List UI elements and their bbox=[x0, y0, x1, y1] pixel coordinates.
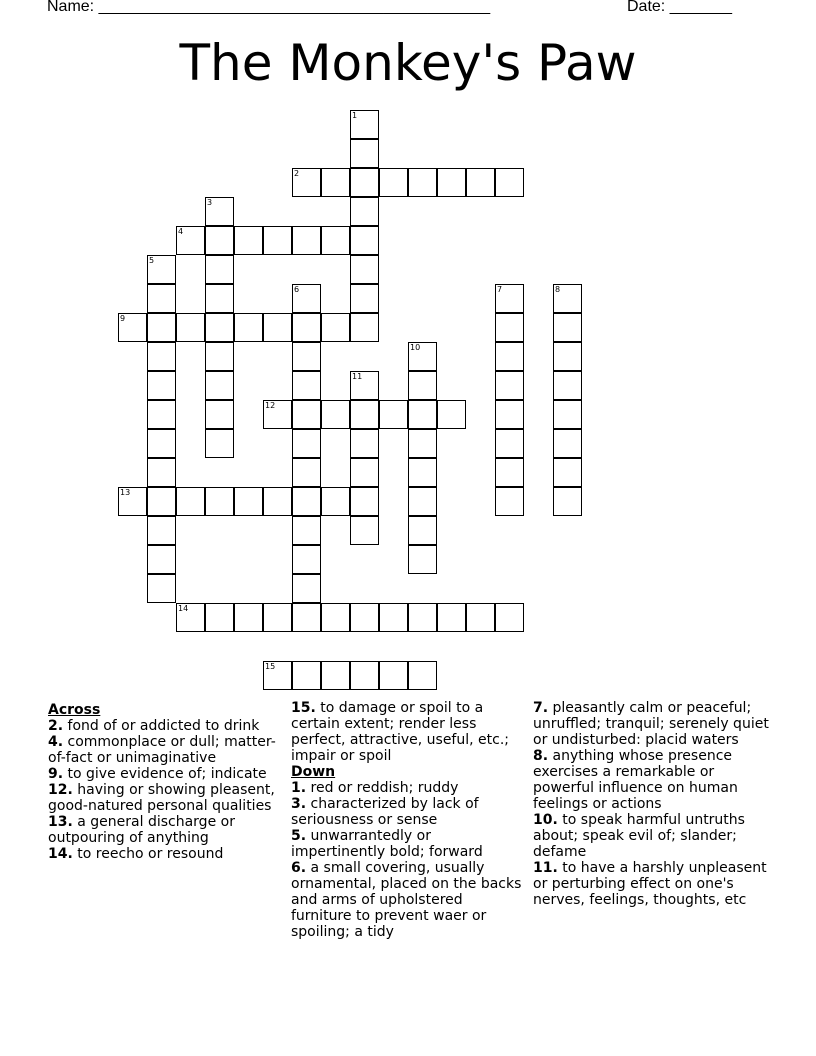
grid-cell[interactable] bbox=[292, 284, 321, 313]
clues-column-3 bbox=[533, 700, 773, 908]
grid-cell[interactable] bbox=[408, 429, 437, 458]
clue-number: 12 bbox=[265, 401, 276, 410]
grid-cell[interactable] bbox=[408, 661, 437, 690]
grid-cell[interactable] bbox=[147, 284, 176, 313]
grid-cell[interactable] bbox=[408, 545, 437, 574]
grid-cell[interactable] bbox=[379, 661, 408, 690]
grid-cell[interactable] bbox=[321, 400, 350, 429]
grid-cell[interactable] bbox=[147, 574, 176, 603]
grid-cell[interactable] bbox=[350, 458, 379, 487]
grid-cell[interactable] bbox=[437, 168, 466, 197]
grid-cell[interactable] bbox=[176, 313, 205, 342]
grid-cell[interactable] bbox=[408, 400, 437, 429]
grid-cell[interactable] bbox=[350, 226, 379, 255]
clue-number: 4 bbox=[178, 227, 184, 236]
clue-across-12: 12. having or showing pleasent, good-natured personal qualities bbox=[48, 782, 275, 814]
grid-cell[interactable] bbox=[205, 197, 234, 226]
grid-cell[interactable] bbox=[263, 603, 292, 632]
grid-cell[interactable] bbox=[292, 603, 321, 632]
clue-number: 9 bbox=[120, 314, 126, 323]
clue-across-14: 14. to reecho or resound bbox=[48, 846, 224, 862]
grid-cell[interactable] bbox=[321, 487, 350, 516]
grid-cell[interactable] bbox=[437, 400, 466, 429]
grid-cell[interactable] bbox=[437, 603, 466, 632]
down-heading: Down bbox=[291, 764, 336, 780]
grid-cell[interactable] bbox=[379, 168, 408, 197]
grid-cell[interactable] bbox=[350, 168, 379, 197]
grid-cell[interactable] bbox=[292, 516, 321, 545]
grid-cell[interactable] bbox=[495, 168, 524, 197]
grid-cell[interactable] bbox=[176, 603, 205, 632]
grid-cell[interactable] bbox=[350, 661, 379, 690]
grid-cell[interactable] bbox=[234, 226, 263, 255]
grid-cell[interactable] bbox=[263, 487, 292, 516]
grid-cell[interactable] bbox=[350, 429, 379, 458]
grid-cell[interactable] bbox=[466, 168, 495, 197]
grid-cell[interactable] bbox=[147, 516, 176, 545]
clue-down-11: 11. to have a harshly unpleasent or perturbing effect on one's nerves, feelings, thoughts, etc bbox=[533, 860, 767, 908]
grid-cell[interactable] bbox=[350, 110, 379, 139]
grid-cell[interactable] bbox=[379, 603, 408, 632]
grid-cell[interactable] bbox=[553, 429, 582, 458]
grid-cell[interactable] bbox=[147, 371, 176, 400]
grid-cell[interactable] bbox=[263, 661, 292, 690]
grid-cell[interactable] bbox=[176, 487, 205, 516]
grid-cell[interactable] bbox=[263, 400, 292, 429]
grid-cell[interactable] bbox=[495, 371, 524, 400]
grid-cell[interactable] bbox=[408, 342, 437, 371]
grid-cell[interactable] bbox=[408, 371, 437, 400]
grid-cell[interactable] bbox=[553, 400, 582, 429]
grid-cell[interactable] bbox=[408, 458, 437, 487]
grid-cell[interactable] bbox=[495, 400, 524, 429]
grid-cell[interactable] bbox=[350, 197, 379, 226]
clue-across-9: 9. to give evidence of; indicate bbox=[48, 766, 267, 782]
page-title: The Monkey's Paw bbox=[179, 34, 637, 92]
date-field-label: Date: _______ bbox=[627, 0, 732, 15]
grid-cell[interactable] bbox=[495, 487, 524, 516]
grid-cell[interactable] bbox=[292, 429, 321, 458]
clues-column-2 bbox=[291, 700, 526, 940]
grid-cell[interactable] bbox=[553, 313, 582, 342]
grid-cell[interactable] bbox=[495, 603, 524, 632]
grid-cell[interactable] bbox=[205, 400, 234, 429]
grid-cell[interactable] bbox=[408, 516, 437, 545]
grid-cell[interactable] bbox=[205, 255, 234, 284]
grid-cell[interactable] bbox=[408, 487, 437, 516]
grid-cell[interactable] bbox=[350, 139, 379, 168]
across-heading: Across bbox=[48, 702, 101, 718]
grid-cell[interactable] bbox=[553, 458, 582, 487]
grid-cell[interactable] bbox=[147, 313, 176, 342]
clues-column-1 bbox=[48, 700, 288, 862]
grid-cell[interactable] bbox=[205, 284, 234, 313]
grid-cell[interactable] bbox=[205, 313, 234, 342]
grid-cell[interactable] bbox=[118, 487, 147, 516]
clue-down-8: 8. anything whose presence exercises a remarkable or powerful influence on human feelings or actions bbox=[533, 748, 738, 812]
clue-number: 11 bbox=[352, 372, 363, 381]
clue-down-3: 3. characterized by lack of seriousness or sense bbox=[291, 796, 479, 828]
clue-number: 2 bbox=[294, 169, 300, 178]
clue-across-4: 4. commonplace or dull; matter-of-fact or unimaginative bbox=[48, 734, 276, 766]
grid-cell[interactable] bbox=[292, 168, 321, 197]
grid-cell[interactable] bbox=[350, 603, 379, 632]
grid-cell[interactable] bbox=[292, 342, 321, 371]
grid-cell[interactable] bbox=[234, 487, 263, 516]
grid-cell[interactable] bbox=[495, 429, 524, 458]
grid-cell[interactable] bbox=[292, 313, 321, 342]
grid-cell[interactable] bbox=[292, 661, 321, 690]
grid-cell[interactable] bbox=[350, 400, 379, 429]
clue-number: 6 bbox=[294, 285, 300, 294]
clue-number: 14 bbox=[178, 604, 189, 613]
grid-cell[interactable] bbox=[292, 400, 321, 429]
grid-cell[interactable] bbox=[147, 429, 176, 458]
grid-cell[interactable] bbox=[234, 603, 263, 632]
clue-number: 1 bbox=[352, 111, 358, 120]
grid-cell[interactable] bbox=[263, 313, 292, 342]
grid-cell[interactable] bbox=[495, 313, 524, 342]
clue-number: 13 bbox=[120, 488, 131, 497]
grid-cell[interactable] bbox=[321, 603, 350, 632]
grid-cell[interactable] bbox=[147, 342, 176, 371]
grid-cell[interactable] bbox=[147, 458, 176, 487]
grid-cell[interactable] bbox=[205, 487, 234, 516]
grid-cell[interactable] bbox=[205, 371, 234, 400]
grid-cell[interactable] bbox=[350, 487, 379, 516]
clue-across-15: 15. to damage or spoil to a certain extent; render less perfect, attractive, useful, etc.; impair or spoil bbox=[291, 700, 509, 764]
grid-cell[interactable] bbox=[350, 313, 379, 342]
clue-down-5: 5. unwarrantedly or impertinently bold; forward bbox=[291, 828, 483, 860]
grid-cell[interactable] bbox=[495, 458, 524, 487]
grid-cell[interactable] bbox=[495, 342, 524, 371]
grid-cell[interactable] bbox=[234, 313, 263, 342]
grid-cell[interactable] bbox=[147, 545, 176, 574]
clue-down-7: 7. pleasantly calm or peaceful; unruffled; tranquil; serenely quiet or undisturbed: placid waters bbox=[533, 700, 769, 748]
grid-cell[interactable] bbox=[350, 284, 379, 313]
grid-cell[interactable] bbox=[147, 400, 176, 429]
grid-cell[interactable] bbox=[147, 487, 176, 516]
grid-cell[interactable] bbox=[408, 168, 437, 197]
grid-cell[interactable] bbox=[553, 284, 582, 313]
clue-number: 10 bbox=[410, 343, 421, 352]
grid-cell[interactable] bbox=[263, 226, 292, 255]
grid-cell[interactable] bbox=[321, 168, 350, 197]
grid-cell[interactable] bbox=[292, 458, 321, 487]
grid-cell[interactable] bbox=[292, 371, 321, 400]
grid-cell[interactable] bbox=[292, 487, 321, 516]
name-field-label: Name: ____________________________________________ bbox=[47, 0, 491, 15]
grid-cell[interactable] bbox=[379, 400, 408, 429]
clue-number: 3 bbox=[207, 198, 213, 207]
clue-number: 7 bbox=[497, 285, 503, 294]
grid-cell[interactable] bbox=[292, 226, 321, 255]
grid-cell[interactable] bbox=[321, 313, 350, 342]
grid-cell[interactable] bbox=[350, 371, 379, 400]
grid-cell[interactable] bbox=[292, 574, 321, 603]
grid-cell[interactable] bbox=[147, 255, 176, 284]
grid-cell[interactable] bbox=[205, 603, 234, 632]
grid-cell[interactable] bbox=[408, 603, 437, 632]
grid-cell[interactable] bbox=[118, 313, 147, 342]
grid-cell[interactable] bbox=[321, 226, 350, 255]
clue-number: 15 bbox=[265, 662, 276, 671]
grid-cell[interactable] bbox=[176, 226, 205, 255]
grid-cell[interactable] bbox=[553, 487, 582, 516]
clue-number: 5 bbox=[149, 256, 155, 265]
grid-cell[interactable] bbox=[205, 429, 234, 458]
grid-cell[interactable] bbox=[553, 371, 582, 400]
grid-cell[interactable] bbox=[466, 603, 495, 632]
grid-cell[interactable] bbox=[553, 342, 582, 371]
clue-down-10: 10. to speak harmful untruths about; speak evil of; slander; defame bbox=[533, 812, 745, 860]
grid-cell[interactable] bbox=[292, 545, 321, 574]
clue-number: 8 bbox=[555, 285, 561, 294]
grid-cell[interactable] bbox=[350, 516, 379, 545]
clue-across-2: 2. fond of or addicted to drink bbox=[48, 718, 260, 734]
grid-cell[interactable] bbox=[205, 342, 234, 371]
grid-cell[interactable] bbox=[350, 255, 379, 284]
clue-down-6: 6. a small covering, usually ornamental, placed on the backs and arms of upholstered furniture to prevent waer or spoiling; a tidy bbox=[291, 860, 522, 940]
clue-down-1: 1. red or reddish; ruddy bbox=[291, 780, 459, 796]
grid-cell[interactable] bbox=[205, 226, 234, 255]
grid-cell[interactable] bbox=[495, 284, 524, 313]
grid-cell[interactable] bbox=[321, 661, 350, 690]
clue-across-13: 13. a general discharge or outpouring of anything bbox=[48, 814, 235, 846]
